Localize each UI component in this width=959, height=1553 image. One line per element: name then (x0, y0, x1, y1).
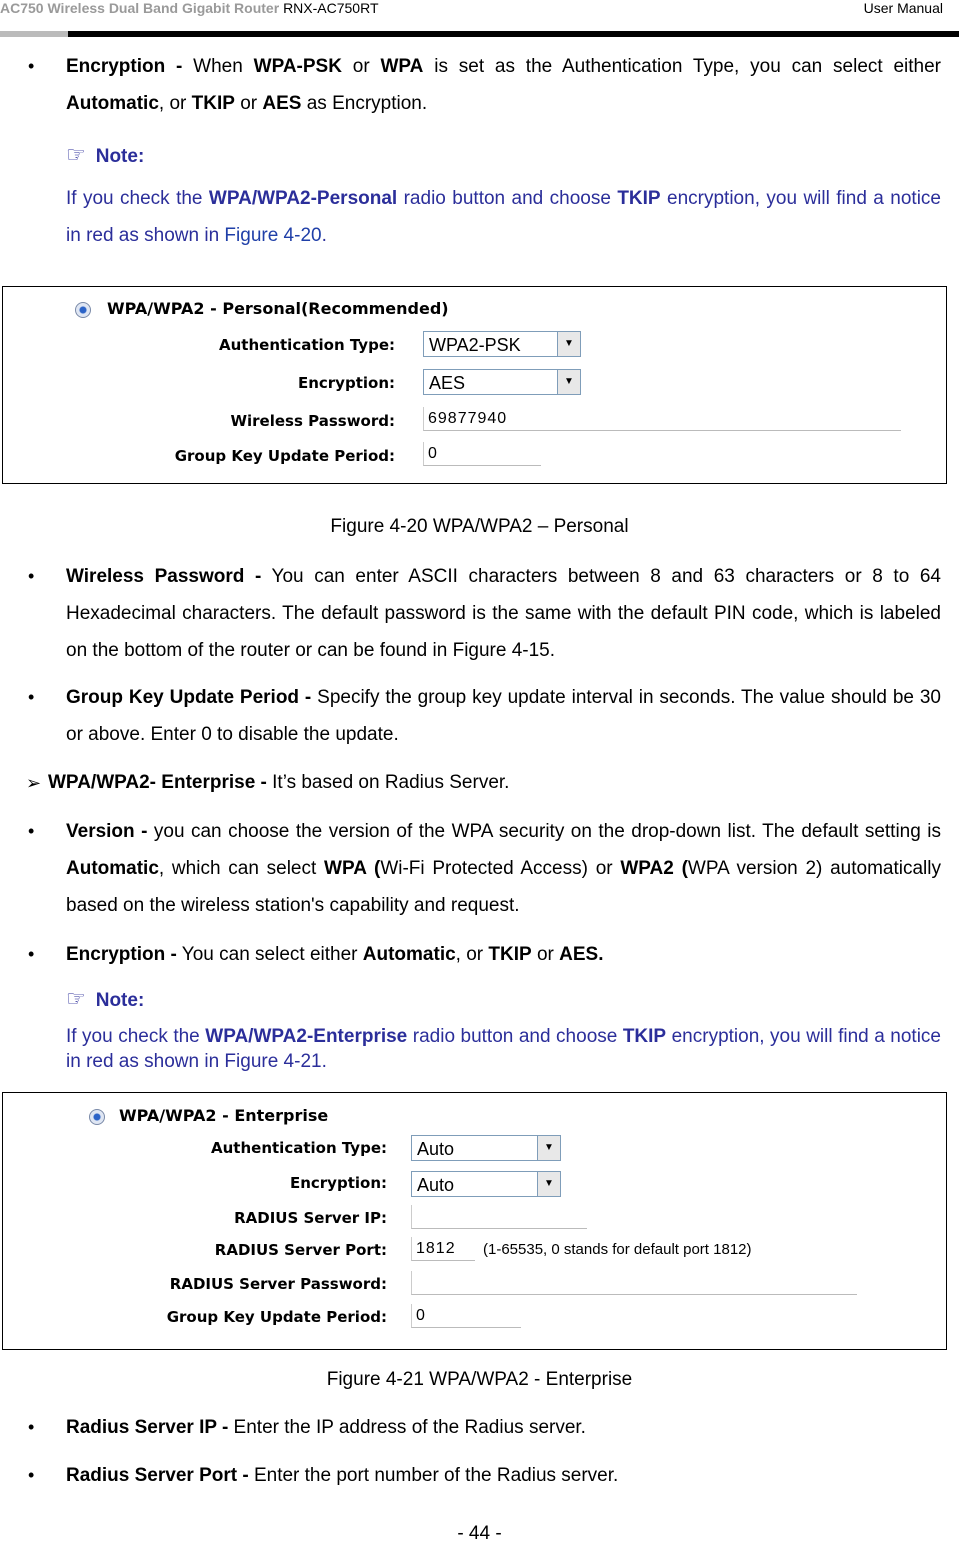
term: Automatic (362, 944, 456, 965)
note-title: Note: (95, 146, 145, 167)
encryption-select[interactable] (411, 1171, 561, 1197)
text: It’s based on Radius Server. (266, 772, 510, 793)
header-title (0, 0, 379, 16)
paragraph-radius-port (66, 1457, 941, 1494)
auth-type-label: Authentication Type: (211, 1139, 387, 1157)
encryption-value: AES (429, 373, 466, 393)
text: When (182, 56, 254, 77)
term: Group Key Update Period - (66, 687, 312, 708)
bullet-icon: • (28, 56, 35, 76)
paragraph-version (66, 813, 941, 924)
figure-reference: Figure 4-20 (224, 225, 322, 246)
text: encryption, you will find a notice in red as shown in (66, 188, 941, 246)
radius-password-input[interactable] (411, 1271, 857, 1295)
note-text (66, 1024, 941, 1074)
auth-type-value: Auto (417, 1139, 455, 1159)
radius-port-hint: (1-65535, 0 stands for default port 1812) (483, 1241, 752, 1258)
paragraph-radius-ip (66, 1409, 941, 1446)
term: Encryption - (66, 944, 177, 965)
text: is set as the Authentication Type, you can select either (423, 56, 942, 77)
term: WPA ( (324, 858, 381, 879)
bullet-icon: • (28, 944, 35, 964)
text: , or (158, 93, 192, 114)
term: TKIP (488, 944, 532, 965)
note-text (66, 180, 941, 254)
figure-wpa-enterprise (2, 1092, 947, 1350)
auth-type-label: Authentication Type: (219, 336, 395, 354)
paragraph-encryption-enterprise (66, 936, 941, 973)
text: you can choose the version of the WPA security on the drop-down list. The default setting is (147, 821, 941, 842)
header-product: AC750 Wireless Dual Band Gigabit Router (0, 0, 280, 16)
text: as Encryption. (301, 93, 428, 114)
encryption-label: Encryption: (297, 374, 395, 392)
pointing-hand-icon: ☞ (66, 986, 86, 1011)
encryption-label: Encryption: (289, 1174, 387, 1192)
text: You can select either (176, 944, 363, 965)
radius-port-label: RADIUS Server Port: (214, 1241, 387, 1259)
paragraph-group-key (66, 679, 941, 753)
auth-type-select[interactable] (423, 331, 581, 357)
radius-ip-label: RADIUS Server IP: (234, 1209, 387, 1227)
radio-selected-icon[interactable] (75, 302, 91, 318)
encryption-select[interactable] (423, 369, 581, 395)
figure-caption: Figure 4-20 WPA/WPA2 – Personal (330, 516, 629, 537)
text: Specify the group key update interval in seconds. The value should be 30 or above. Enter 0 to disable the update. (66, 687, 942, 745)
text: or (341, 56, 381, 77)
text: If you check the (66, 1026, 206, 1047)
paragraph-encryption (66, 48, 941, 122)
pointing-hand-icon: ☞ (66, 142, 86, 167)
text: Enter the port number of the Radius server. (248, 1465, 619, 1486)
arrow-bullet-icon: ➢ (26, 773, 42, 793)
encryption-value: Auto (417, 1175, 455, 1195)
text: radio button and choose (397, 188, 618, 209)
wireless-password-label: Wireless Password: (230, 412, 395, 430)
term: Automatic (66, 858, 159, 879)
bullet-icon: • (28, 687, 35, 707)
bullet-icon: • (28, 821, 35, 841)
radius-port-input[interactable]: 1812 (411, 1237, 475, 1261)
paragraph-wireless-password (66, 558, 941, 669)
text: You can enter ASCII characters between 8 and 63 characters or 8 to 64 Hexadecimal characters. The default password is the same with the default PIN code, which is labeled on the bottom of the router or can be found in Figure 4-15. (66, 566, 941, 661)
term: Radius Server IP - (66, 1417, 229, 1438)
header-manual: User Manual (863, 0, 943, 16)
note-heading (66, 142, 144, 168)
bullet-icon: • (28, 1417, 35, 1437)
text: , or (455, 944, 489, 965)
term: Radius Server Port - (66, 1465, 249, 1486)
term: TKIP (622, 1026, 667, 1047)
text: or (531, 944, 560, 965)
text: encryption, you will find a notice in red as shown in Figure 4-21. (66, 1026, 941, 1072)
paragraph-enterprise (48, 764, 941, 801)
page-number: - 44 - (457, 1523, 502, 1544)
wireless-password-input[interactable]: 69877940 (423, 407, 901, 431)
auth-type-value: WPA2-PSK (429, 335, 521, 355)
term: WPA/WPA2- Enterprise - (48, 772, 267, 793)
term: WPA2 ( (620, 858, 688, 879)
group-key-input[interactable]: 0 (423, 442, 541, 466)
term: TKIP (617, 188, 661, 209)
note-title: Note: (95, 990, 145, 1011)
header-model: RNX-AC750RT (283, 0, 379, 16)
group-key-label: Group Key Update Period: (174, 447, 395, 465)
note-heading (66, 986, 144, 1012)
chevron-down-icon: ▼ (557, 332, 580, 356)
header-rule-accent (0, 31, 68, 37)
term: WPA/WPA2-Personal (208, 188, 398, 209)
chevron-down-icon: ▼ (537, 1136, 560, 1160)
bullet-icon: • (28, 566, 35, 586)
chevron-down-icon: ▼ (557, 370, 580, 394)
text: If you check the (66, 188, 209, 209)
text: Wi-Fi Protected Access) or (380, 858, 621, 879)
term: Version - (66, 821, 148, 842)
figure-caption: Figure 4-21 WPA/WPA2 - Enterprise (326, 1369, 633, 1390)
text: . (321, 225, 327, 246)
figure-wpa-personal (2, 286, 947, 484)
chevron-down-icon: ▼ (537, 1172, 560, 1196)
text: Enter the IP address of the Radius server. (228, 1417, 586, 1438)
term: Wireless Password - (66, 566, 262, 587)
bullet-icon: • (28, 1465, 35, 1485)
radio-selected-icon[interactable] (89, 1109, 105, 1125)
text: or (234, 93, 263, 114)
text: , which can select (158, 858, 325, 879)
term: WPA/WPA2-Enterprise (205, 1026, 408, 1047)
group-key-label: Group Key Update Period: (166, 1308, 387, 1326)
text: WPA version 2) automatically based on the wireless station's capability and request. (66, 858, 941, 916)
term: WPA-PSK (253, 56, 342, 77)
group-key-input[interactable]: 0 (411, 1304, 521, 1328)
term: TKIP (191, 93, 235, 114)
radius-ip-input[interactable] (411, 1205, 587, 1229)
figure-title: WPA/WPA2 - Enterprise (119, 1106, 329, 1125)
term: WPA (380, 56, 424, 77)
term: Encryption - (66, 56, 183, 77)
auth-type-select[interactable] (411, 1135, 561, 1161)
text: radio button and choose (407, 1026, 623, 1047)
term: AES. (559, 944, 604, 965)
figure-title: WPA/WPA2 - Personal(Recommended) (107, 299, 449, 318)
term: Automatic (66, 93, 159, 114)
term: AES (262, 93, 302, 114)
header-rule (68, 31, 959, 37)
radius-password-label: RADIUS Server Password: (169, 1275, 387, 1293)
